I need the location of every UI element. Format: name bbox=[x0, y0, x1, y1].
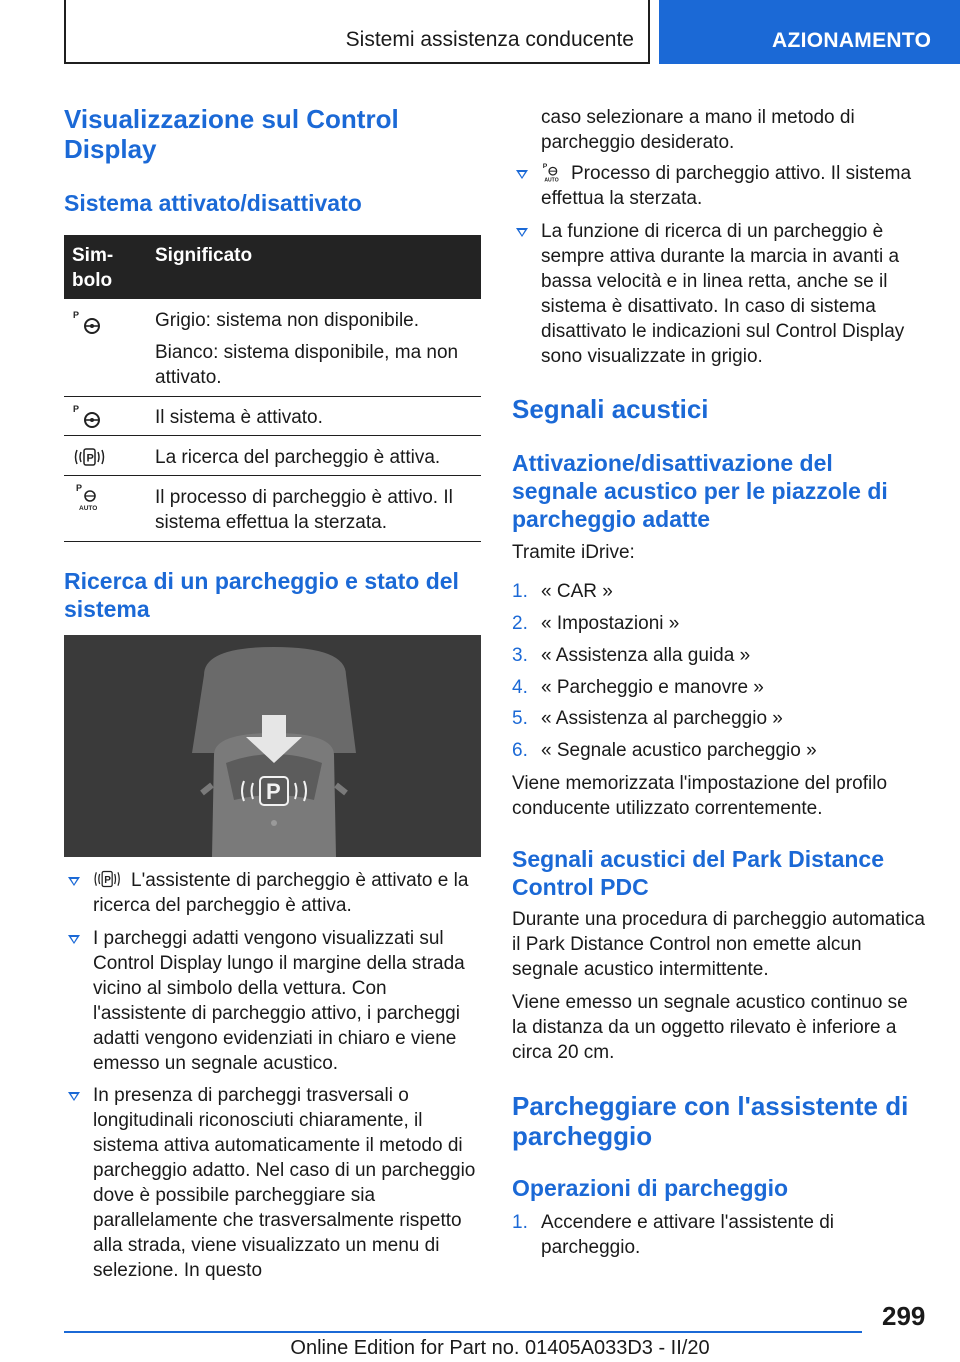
row-text: La ricerca del parcheggio è attiva. bbox=[155, 447, 441, 468]
symbol-table bbox=[64, 235, 481, 542]
parking-search-icon bbox=[72, 442, 108, 472]
chapter-title: AZIONAMENTO bbox=[772, 29, 932, 52]
list-item bbox=[64, 868, 481, 918]
pdc-paragraph: Viene emesso un segnale acustico continuo se la distanza da un oggetto rilevato è inferiore a circa 20 cm. bbox=[512, 992, 908, 1063]
step-item bbox=[512, 738, 930, 763]
table-row bbox=[64, 397, 481, 436]
step-text: Accendere e attivare l'assistente di parcheggio. bbox=[541, 1212, 835, 1258]
svg-text:P: P bbox=[76, 483, 83, 493]
heading-acoustic-signals: Segnali acustici bbox=[512, 394, 709, 424]
profile-note: Viene memorizzata l'impostazione del profilo conducente utilizzato correntemente. bbox=[512, 773, 888, 819]
idrive-intro: Tramite iDrive: bbox=[512, 542, 635, 563]
park-assist-active-icon bbox=[72, 403, 108, 433]
table-row bbox=[64, 476, 481, 542]
list-item-text: I parcheggi adatti vengono visualizzati sul Control Display lungo il margine della strada vicino al simbolo della vettura. Con l'assistente di parcheggio attivo, i parcheggi adatti vengono evidenziati in chiaro e viene emesso un segnale acustico. bbox=[93, 928, 465, 1074]
row-text: Il processo di parcheggio è attivo. Il sistema effettua la sterzata. bbox=[155, 487, 453, 533]
step-text: « Segnale acustico parcheggio » bbox=[541, 740, 817, 761]
row-text: Il sistema è attivato. bbox=[155, 407, 323, 428]
step-text: « Parcheggio e manovre » bbox=[541, 677, 764, 698]
step-text: « CAR » bbox=[541, 581, 613, 602]
svg-text:P: P bbox=[73, 310, 80, 320]
parking-search-icon bbox=[93, 868, 123, 890]
step-text: « Assistenza alla guida » bbox=[541, 645, 751, 666]
svg-text:AUTO: AUTO bbox=[544, 177, 559, 183]
list-item bbox=[64, 1083, 481, 1283]
footer-divider bbox=[64, 1331, 862, 1333]
step-text: « Impostazioni » bbox=[541, 613, 680, 634]
continued-text: caso selezionare a mano il metodo di parcheggio desiderato. bbox=[541, 107, 855, 153]
heading-control-display: Visualizzazione sul Control Display bbox=[64, 104, 399, 164]
step-number: 1. bbox=[512, 1212, 528, 1233]
step-number: 1. bbox=[512, 581, 528, 602]
step-number: 4. bbox=[512, 677, 528, 698]
list-item-text: La funzione di ricerca di un parcheggio è sempre attiva durante la marcia in avanti a bassa velocità e in linea retta, anche se il sistema è disattivato. In caso di sistema disattivato le indicazioni sul Control Display sono visualizzate in grigio. bbox=[541, 221, 905, 367]
step-item bbox=[512, 1210, 930, 1260]
park-assist-icon bbox=[72, 309, 108, 339]
heading-parking-search: Ricerca di un parcheggio e stato del sistema bbox=[64, 568, 459, 622]
page-number: 299 bbox=[882, 1301, 926, 1331]
step-number: 2. bbox=[512, 613, 528, 634]
step-item bbox=[512, 643, 930, 668]
table-header bbox=[64, 235, 481, 299]
heading-signal-activation: Attivazione/disattivazione del segnale acustico per le piazzole di parcheggio adatte bbox=[512, 450, 888, 532]
svg-text:P: P bbox=[542, 162, 548, 170]
table-row bbox=[64, 436, 481, 476]
list-item-text: In presenza di parcheggi trasversali o longitudinali riconosciuti chiaramente, il sistema attiva automaticamente il metodo di parcheggio adatto. Nel caso di un parcheggio dove è possibile parcheggiare sia parallelamente che trasversalmente rispetto alla strada, viene visualizzato un menu di selezione. In questo bbox=[93, 1085, 476, 1281]
step-number: 6. bbox=[512, 740, 528, 761]
row-text: Grigio: sistema non disponibile. bbox=[155, 310, 420, 331]
list-item-text: Processo di parcheggio attivo. Il sistema effettua la sterzata. bbox=[541, 163, 912, 209]
chapter-tab bbox=[659, 0, 960, 64]
list-item bbox=[512, 161, 930, 211]
running-header bbox=[64, 0, 650, 64]
heading-park-with-assistant: Parcheggiare con l'assistente di parcheggio bbox=[512, 1091, 909, 1151]
parking-display-illustration bbox=[64, 635, 481, 857]
step-item bbox=[512, 611, 930, 636]
parking-p-glyph: P bbox=[266, 779, 281, 804]
step-item bbox=[512, 579, 930, 604]
svg-text:P: P bbox=[73, 404, 80, 414]
edition-footer: Online Edition for Part no. 01405A033D3 - II/20 bbox=[290, 1337, 710, 1359]
table-row bbox=[64, 299, 481, 397]
car-top-view-image bbox=[64, 635, 481, 857]
heading-system-status: Sistema attivato/disattivato bbox=[64, 190, 362, 216]
step-number: 5. bbox=[512, 708, 528, 729]
heading-parking-operations: Operazioni di parcheggio bbox=[512, 1175, 789, 1201]
column-header-symbol: Sim- bolo bbox=[72, 245, 114, 291]
park-assist-auto-icon bbox=[541, 161, 563, 183]
section-title: Sistemi assistenza conducente bbox=[345, 28, 634, 51]
step-number: 3. bbox=[512, 645, 528, 666]
svg-text:AUTO: AUTO bbox=[79, 505, 98, 512]
list-item bbox=[512, 219, 930, 369]
step-item bbox=[512, 675, 930, 700]
svg-text:P: P bbox=[104, 875, 111, 887]
heading-pdc-signals: Segnali acustici del Park Distance Control PDC bbox=[512, 846, 884, 900]
list-item-text: L'assistente di parcheggio è attivato e la ricerca del parcheggio è attiva. bbox=[93, 870, 469, 916]
row-text-secondary: Bianco: sistema disponibile, ma non attivato. bbox=[155, 342, 459, 388]
park-assist-auto-icon bbox=[72, 482, 108, 512]
list-item bbox=[64, 926, 481, 1076]
pdc-paragraph: Durante una procedura di parcheggio automatica il Park Distance Control non emette alcun segnale acustico intermittente. bbox=[512, 909, 925, 980]
step-text: « Assistenza al parcheggio » bbox=[541, 708, 783, 729]
column-header-meaning: Significato bbox=[155, 245, 253, 266]
svg-text:P: P bbox=[86, 452, 94, 465]
step-item bbox=[512, 706, 930, 731]
